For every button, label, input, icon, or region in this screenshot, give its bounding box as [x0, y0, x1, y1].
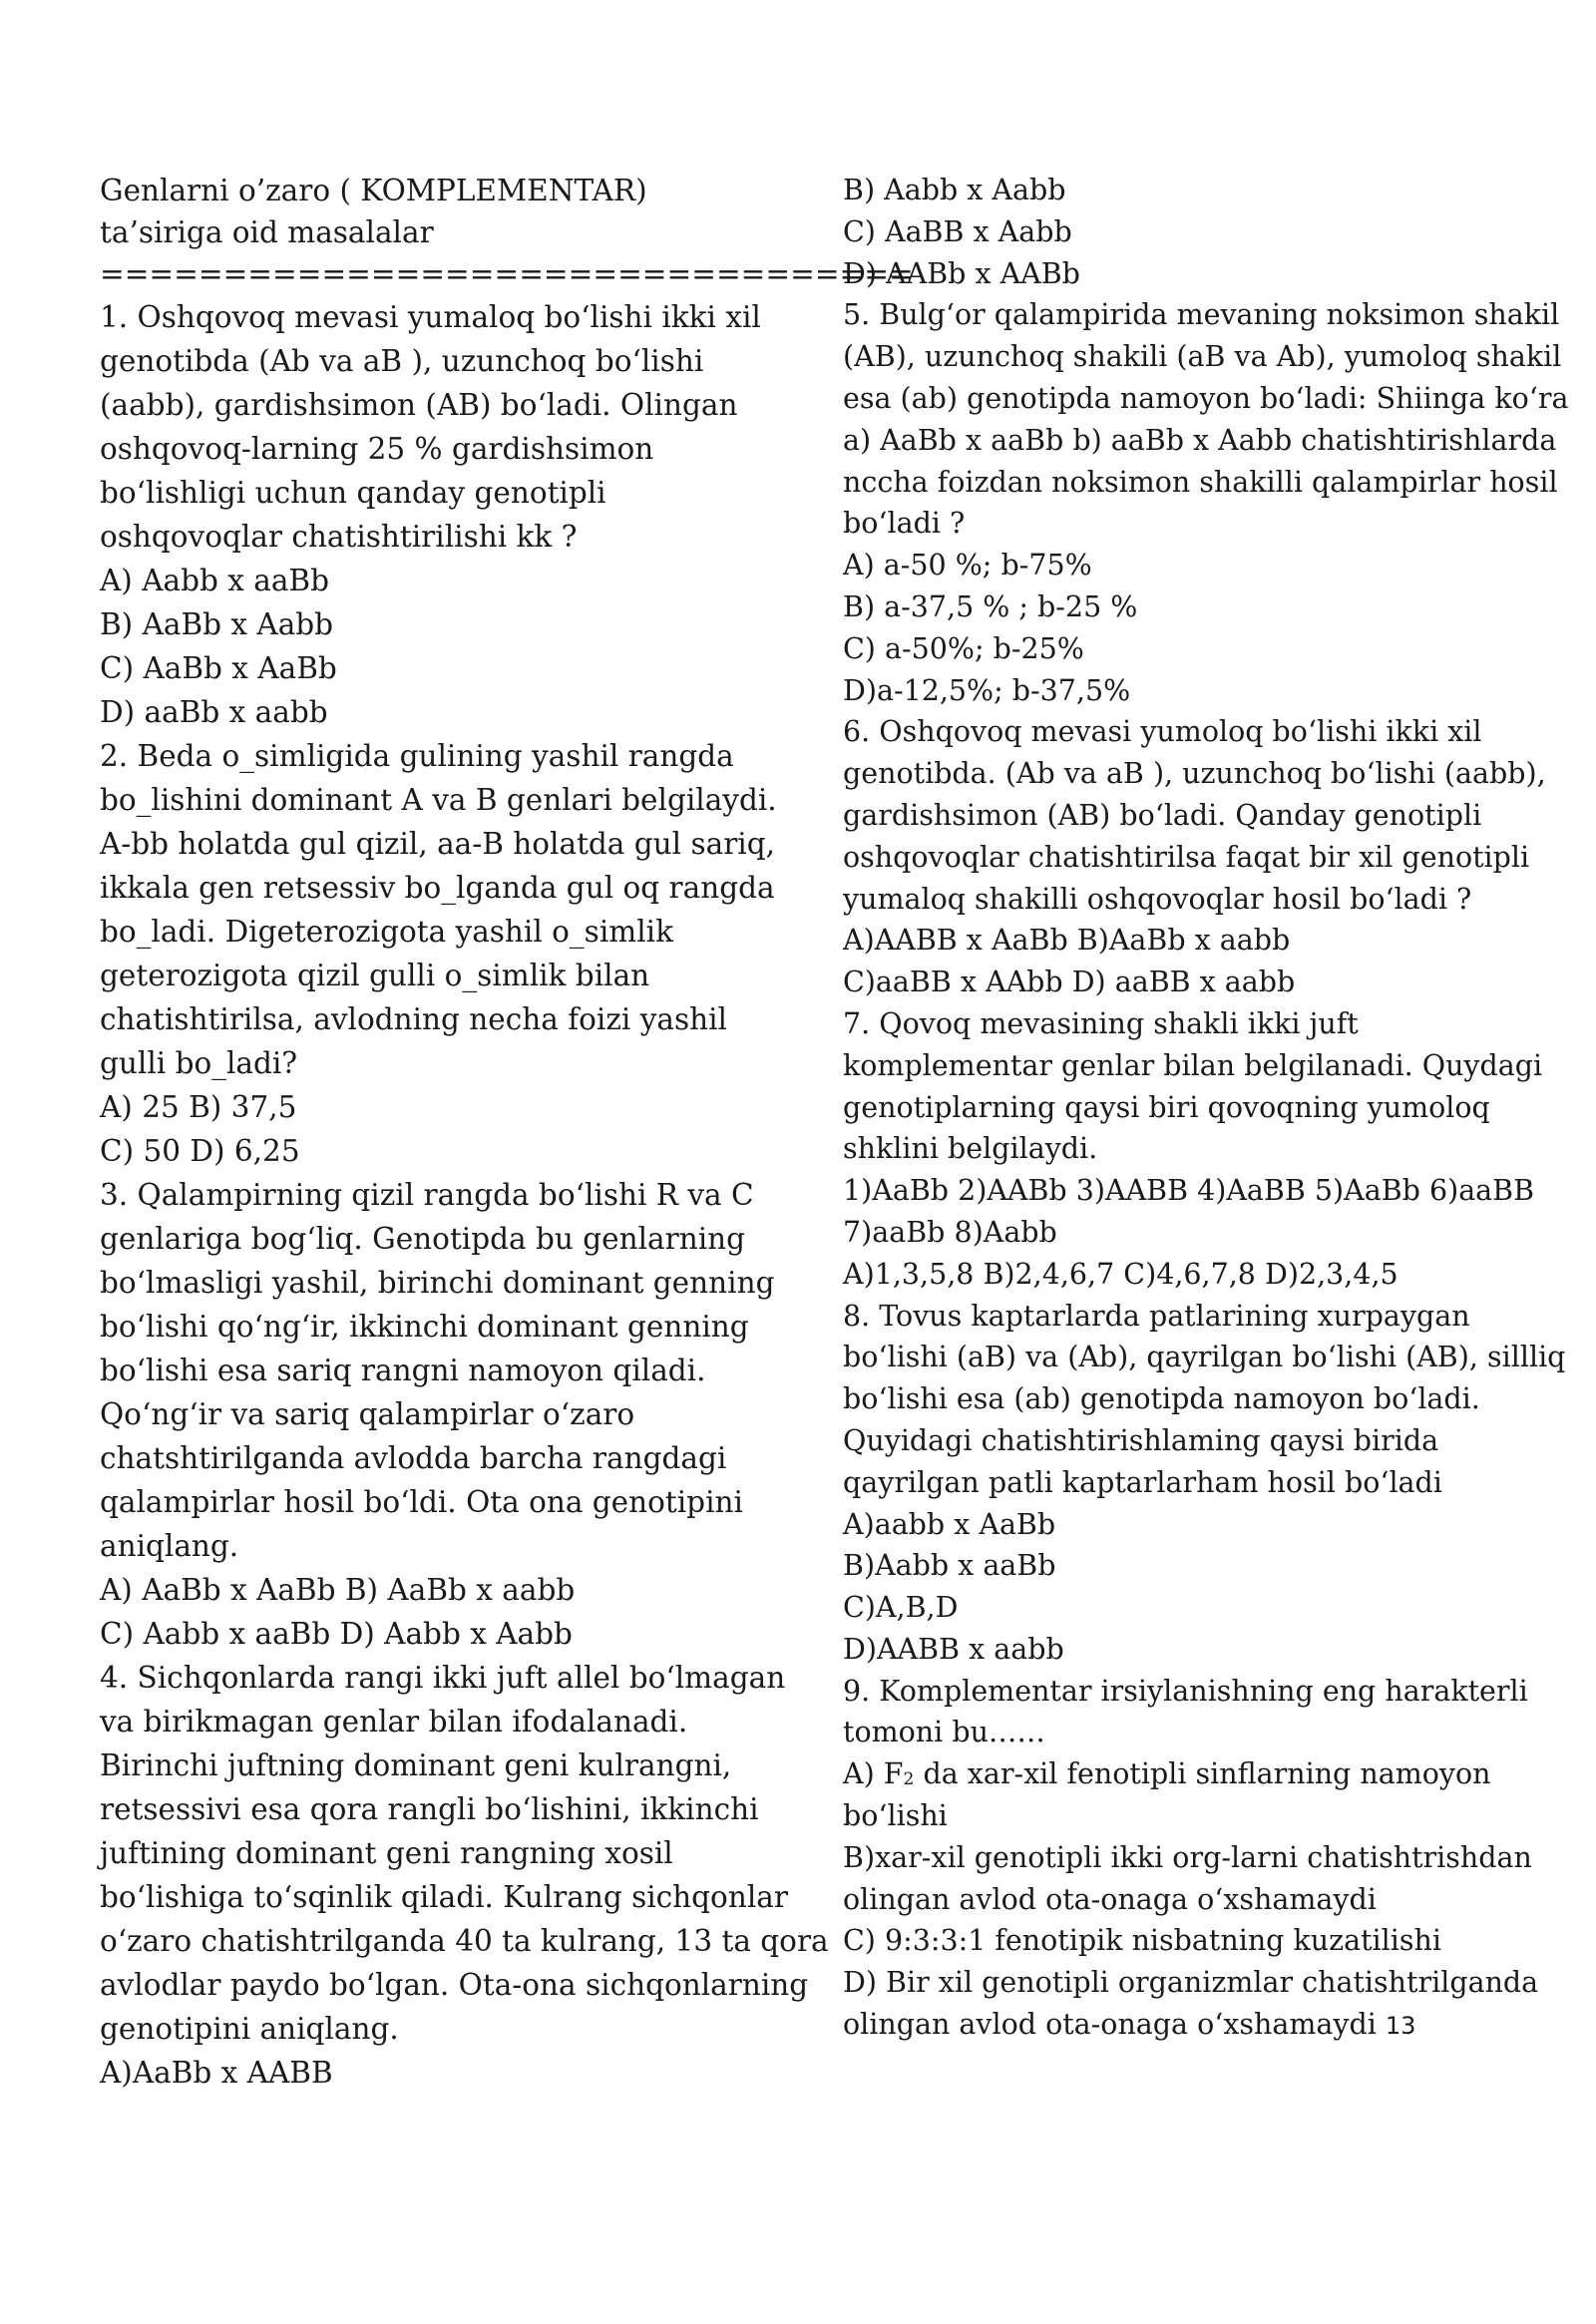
text-line: gardishsimon (AB) boʻladi. Qanday genotipli	[843, 798, 1482, 832]
text-line: A)AaBb x AABB	[100, 2056, 333, 2090]
text-line: aniqlang.	[100, 1529, 239, 1563]
text-line: boʻlishligi uchun qanday genotipli	[100, 476, 606, 510]
text-line: olingan avlod ota-onaga oʻxshamaydi	[843, 1882, 1377, 1916]
text-line: oshqovoqlar chatishtirilsa faqat bir xil genotipli	[843, 840, 1530, 874]
text-line: boʻlishi	[843, 1799, 948, 1833]
text-line: A) AaBb x AaBb B) AaBb x aabb	[100, 1573, 576, 1607]
text-line: C) 9:3:3:1 fenotipik nisbatning kuzatilishi	[843, 1924, 1442, 1958]
text-line: A) 25 B) 37,5	[100, 1090, 297, 1124]
text-line: chatishtirilsa, avlodning necha foizi yashil	[100, 1002, 727, 1036]
text-line: (aabb), gardishsimon (AB) boʻladi. Olingan	[100, 388, 738, 422]
text-line: C) AaBB x Aabb	[843, 214, 1072, 248]
document-title-line: =================================	[100, 257, 914, 291]
text-line: genlariga bogʻliq. Genotipda bu genlarning	[100, 1222, 746, 1256]
text-line: C)aaBB x AAbb D) aaBB x aabb	[843, 966, 1296, 999]
text-line: C) AaBb x AaBb	[100, 651, 337, 685]
text-line: ikkala gen retsessiv bo_lganda gul oq rangda	[100, 871, 775, 905]
text-line: 9. Komplementar irsiylanishning eng harakterli	[843, 1674, 1528, 1708]
text-line: D) AABb x AABb	[843, 256, 1080, 290]
text-line: C) Aabb x aaBb D) Aabb x Aabb	[100, 1617, 573, 1651]
text-line: juftining dominant geni rangning xosil	[100, 1836, 673, 1870]
text-line: genotibda. (Ab va aB ), uzunchoq boʻlishi (aabb),	[843, 757, 1546, 791]
text-line: tomoni bu……	[843, 1716, 1045, 1749]
text-line: (AB), uzunchoq shakili (aB va Ab), yumoloq shakil	[843, 340, 1562, 374]
text-line	[843, 2004, 1576, 2046]
text-line: boʻlishi (aB) va (Ab), qayrilgan boʻlishi (AB), sillliq	[843, 1341, 1566, 1374]
text-line: A)AABB x AaBb B)AaBb x aabb	[843, 924, 1291, 958]
right-column	[843, 170, 1576, 2046]
text-line: B)Aabb x aaBb	[843, 1549, 1056, 1583]
text-line: 6. Oshqovoq mevasi yumoloq boʻlishi ikki xil	[843, 715, 1482, 749]
subscript: 2	[903, 1769, 915, 1790]
text-line: gulli bo_ladi?	[100, 1046, 298, 1080]
text-line: 3. Qalampirning qizil rangda boʻlishi R va C	[100, 1178, 754, 1212]
text-line: qalampirlar hosil boʻldi. Ota ona genotipini	[100, 1485, 743, 1519]
text-line: 8. Tovus kaptarlarda patlarining xurpaygan	[843, 1299, 1470, 1333]
text-line: A)aabb x AaBb	[843, 1507, 1056, 1541]
text-line: 2. Beda o_simligida gulining yashil rangda	[100, 739, 734, 773]
text-line: chatshtirilganda avlodda barcha rangdagi	[100, 1441, 727, 1475]
text-line: oshqovoq-larning 25 % gardishsimon	[100, 432, 654, 466]
text-line: A) Aabb x aaBb	[100, 564, 329, 597]
text-line: boʻlishi esa (ab) genotipda namoyon boʻladi.	[843, 1382, 1480, 1416]
text-line: C) 50 D) 6,25	[100, 1134, 300, 1168]
text-line: yumaloq shakilli oshqovoqlar hosil boʻladi ?	[843, 882, 1472, 916]
text-line: boʻlmasligi yashil, birinchi dominant genning	[100, 1266, 775, 1300]
text-line: A) a-50 %; b-75%	[843, 549, 1092, 582]
text-line: B) AaBb x Aabb	[100, 607, 334, 641]
text-line: genotiplarning qaysi biri qovoqning yumoloq	[843, 1090, 1490, 1124]
text-line: esa (ab) genotipda namoyon boʻladi: Shiinga koʻra	[843, 381, 1569, 415]
text-line: A-bb holatda gul qizil, aa-B holatda gul sariq,	[100, 827, 775, 861]
text-line: bo_ladi. Digeterozigota yashil o_simlik	[100, 915, 673, 949]
text-line: D) Bir xil genotipli organizmlar chatishtrilganda	[843, 1966, 1539, 2000]
text-line: D) aaBb x aabb	[100, 695, 328, 729]
text-line: 5. Bulgʻor qalampirida mevaning noksimon shakil	[843, 298, 1560, 332]
text-line: avlodlar paydo boʻlgan. Ota-ona sichqonlarning	[100, 1968, 809, 2002]
text-line: shklini belgilaydi.	[843, 1132, 1098, 1166]
text-line: Birinchi juftning dominant geni kulrangni,	[100, 1748, 732, 1782]
text-line: retsessivi esa qora rangli boʻlishini, ikkinchi	[100, 1792, 759, 1826]
option-suffix: da xar-xil fenotipli sinflarning namoyon	[914, 1757, 1491, 1791]
text-line: qayrilgan patli kaptarlarham hosil boʻladi	[843, 1465, 1442, 1499]
text-line: boʻladi ?	[843, 507, 966, 541]
text-span: olingan avlod ota-onaga oʻxshamaydi	[843, 2008, 1377, 2042]
q9-option-a	[843, 1753, 1576, 1795]
text-line: C)A,B,D	[843, 1591, 959, 1625]
text-line: boʻlishi esa sariq rangni namoyon qiladi.	[100, 1354, 706, 1387]
text-line: 1)AaBb 2)AABb 3)AABB 4)AaBB 5)AaBb 6)aaBB	[843, 1174, 1535, 1208]
text-line: genotipini aniqlang.	[100, 2012, 399, 2046]
text-line: Qoʻngʻir va sariq qalampirlar oʻzaro	[100, 1397, 635, 1431]
text-line: boʻlishi qoʻngʻir, ikkinchi dominant genning	[100, 1310, 749, 1344]
text-line: C) a-50%; b-25%	[843, 631, 1084, 665]
text-line: geterozigota qizil gulli o_simlik bilan	[100, 959, 650, 992]
text-line: B)xar-xil genotipli ikki org-larni chatishtrishdan	[843, 1840, 1532, 1874]
option-prefix: A) F	[843, 1757, 904, 1791]
document-title-line: ta’siriga oid masalalar	[100, 215, 434, 249]
text-line: 4. Sichqonlarda rangi ikki juft allel boʻlmagan	[100, 1661, 786, 1695]
text-line: B) Aabb x Aabb	[843, 174, 1066, 206]
text-line: 1. Oshqovoq mevasi yumaloq boʻlishi ikki xil	[100, 300, 761, 334]
text-line: a) AaBb x aaBb b) aaBb x Aabb chatishtirishlarda	[843, 423, 1557, 457]
text-line: boʻlishiga toʻsqinlik qiladi. Kulrang sichqonlar	[100, 1880, 788, 1914]
text-line: B) a-37,5 % ; b-25 %	[843, 589, 1138, 623]
text-line: nccha foizdan noksimon shakilli qalampirlar hosil	[843, 465, 1558, 499]
text-line: 7)aaBb 8)Aabb	[843, 1215, 1057, 1249]
text-line: D)AABB x aabb	[843, 1632, 1064, 1666]
text-line: oshqovoqlar chatishtirilishi kk ?	[100, 520, 578, 554]
text-line: genotibda (Ab va aB ), uzunchoq boʻlishi	[100, 344, 704, 378]
text-line: D)a-12,5%; b-37,5%	[843, 673, 1131, 707]
text-line: va birikmagan genlar bilan ifodalanadi.	[100, 1705, 688, 1739]
text-line: A)1,3,5,8 B)2,4,6,7 C)4,6,7,8 D)2,3,4,5	[843, 1257, 1398, 1291]
page-number: 13	[1385, 2012, 1416, 2041]
text-line: oʻzaro chatishtrilganda 40 ta kulrang, 13 ta qora	[100, 1924, 829, 1958]
text-line: Quyidagi chatishtirishlaming qaysi birida	[843, 1423, 1439, 1457]
text-line: komplementar genlar bilan belgilanadi. Quydagi	[843, 1048, 1543, 1082]
text-line: bo_lishini dominant A va B genlari belgilaydi.	[100, 783, 777, 817]
text-line: 7. Qovoq mevasining shakli ikki juft	[843, 1006, 1359, 1040]
document-title-line: Genlarni o’zaro ( KOMPLEMENTAR)	[100, 174, 647, 207]
